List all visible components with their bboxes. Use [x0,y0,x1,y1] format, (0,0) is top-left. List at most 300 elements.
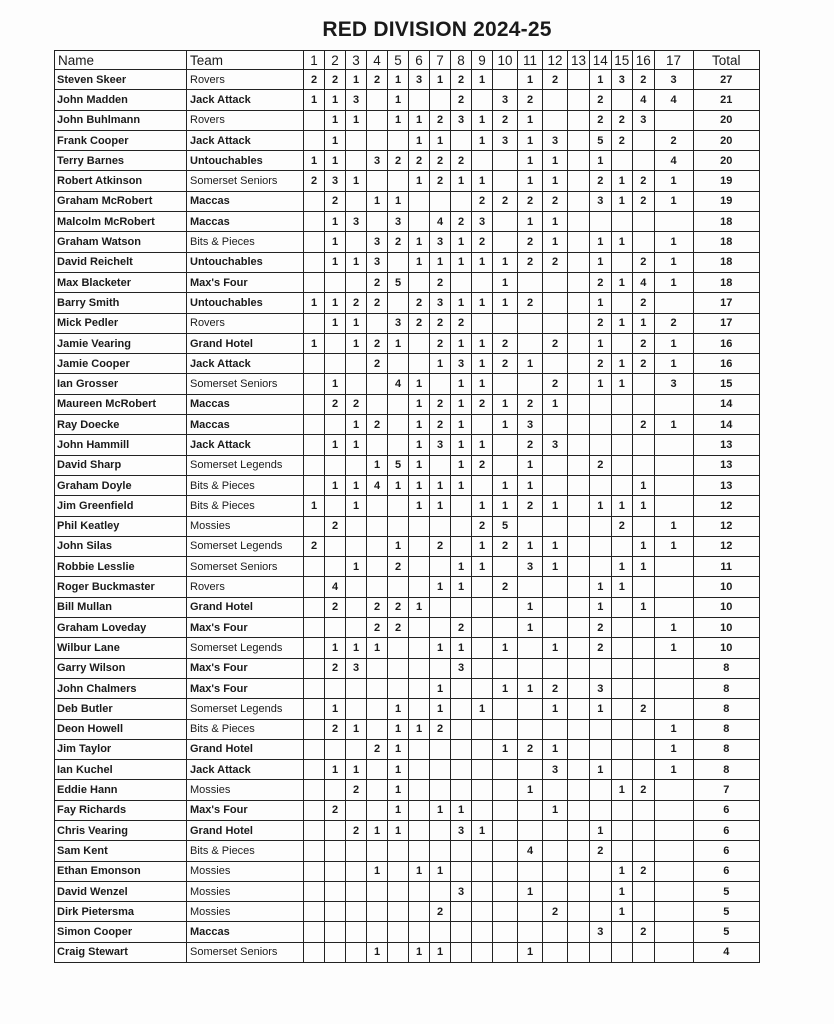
round-score [633,374,655,394]
round-score: 3 [346,658,367,678]
round-score [543,516,568,536]
round-score [611,699,633,719]
header-round-11: 11 [518,51,543,70]
round-score [304,739,325,759]
round-score: 1 [430,861,451,881]
round-score: 1 [409,232,430,252]
round-score: 2 [388,232,409,252]
round-score: 2 [633,293,655,313]
round-score [304,475,325,495]
round-score [611,475,633,495]
round-score: 1 [430,475,451,495]
round-score [451,678,472,698]
round-score [633,212,655,232]
round-score [367,800,388,820]
round-score: 1 [472,293,493,313]
team-name: Max's Four [187,678,304,698]
round-score [568,557,590,577]
table-row [55,374,760,394]
header-round-5: 5 [388,51,409,70]
round-score [568,394,590,414]
round-score: 2 [633,780,655,800]
round-score [472,881,493,901]
round-score: 1 [325,313,346,333]
round-score [493,922,518,942]
table-row [55,841,760,861]
round-score: 1 [451,394,472,414]
round-score [451,496,472,516]
round-score: 1 [590,699,612,719]
round-score: 2 [304,70,325,90]
team-name: Somerset Seniors [187,942,304,962]
round-score: 1 [388,475,409,495]
table-row [55,942,760,962]
table-row [55,252,760,272]
round-score: 1 [304,293,325,313]
team-name: Jack Attack [187,130,304,150]
round-score: 2 [611,130,633,150]
team-name: Maccas [187,922,304,942]
round-score [654,902,693,922]
round-score: 1 [633,557,655,577]
round-score [493,942,518,962]
round-score: 3 [451,354,472,374]
round-score [472,638,493,658]
round-score [409,191,430,211]
round-score: 1 [493,252,518,272]
round-score: 2 [346,293,367,313]
round-score: 1 [325,699,346,719]
player-name: Frank Cooper [55,130,187,150]
round-score [409,780,430,800]
round-score [633,394,655,414]
player-name: Terry Barnes [55,151,187,171]
round-score: 2 [590,354,612,374]
player-name: Fay Richards [55,800,187,820]
round-score: 1 [451,171,472,191]
round-score [543,313,568,333]
round-score: 2 [472,232,493,252]
total-score: 11 [693,557,760,577]
round-score [346,618,367,638]
team-name: Bits & Pieces [187,232,304,252]
round-score: 1 [472,333,493,353]
round-score [654,577,693,597]
round-score: 1 [430,70,451,90]
round-score: 1 [543,394,568,414]
round-score: 2 [367,272,388,292]
round-score [518,719,543,739]
round-score [472,597,493,617]
total-score: 8 [693,678,760,698]
round-score: 2 [472,455,493,475]
team-name: Grand Hotel [187,739,304,759]
team-name: Somerset Legends [187,536,304,556]
round-score [304,678,325,698]
round-score [304,922,325,942]
round-score: 1 [590,151,612,171]
round-score: 1 [654,638,693,658]
round-score [430,739,451,759]
round-score [409,800,430,820]
round-score: 1 [388,536,409,556]
round-score [493,881,518,901]
round-score [325,678,346,698]
round-score [367,658,388,678]
round-score: 2 [633,354,655,374]
round-score [493,374,518,394]
round-score: 1 [367,455,388,475]
team-name: Mossies [187,902,304,922]
round-score: 5 [493,516,518,536]
total-score: 18 [693,272,760,292]
round-score: 1 [493,272,518,292]
round-score: 2 [325,719,346,739]
round-score [568,942,590,962]
round-score [325,922,346,942]
round-score: 1 [611,354,633,374]
round-score [543,577,568,597]
round-score: 1 [654,516,693,536]
round-score [568,638,590,658]
round-score: 1 [654,719,693,739]
header-round-9: 9 [472,51,493,70]
round-score [304,881,325,901]
round-score [611,820,633,840]
round-score: 1 [325,293,346,313]
round-score [611,922,633,942]
player-name: Ian Grosser [55,374,187,394]
round-score: 1 [518,171,543,191]
round-score: 1 [518,881,543,901]
round-score [493,455,518,475]
round-score: 1 [590,760,612,780]
round-score [451,536,472,556]
round-score [568,232,590,252]
round-score [388,922,409,942]
player-name: Graham Loveday [55,618,187,638]
round-score [633,820,655,840]
round-score [568,719,590,739]
round-score: 3 [367,232,388,252]
round-score [493,820,518,840]
total-score: 6 [693,841,760,861]
round-score: 1 [367,820,388,840]
header-round-4: 4 [367,51,388,70]
round-score [409,90,430,110]
round-score: 1 [543,151,568,171]
round-score [543,841,568,861]
round-score: 1 [388,760,409,780]
round-score: 1 [654,739,693,759]
round-score [590,557,612,577]
table-row [55,191,760,211]
round-score [543,658,568,678]
round-score: 1 [367,638,388,658]
round-score [543,780,568,800]
round-score: 2 [325,191,346,211]
round-score [304,354,325,374]
table-row [55,333,760,353]
round-score [654,780,693,800]
round-score [367,435,388,455]
round-score [518,922,543,942]
round-score: 3 [451,658,472,678]
round-score [518,658,543,678]
round-score [451,861,472,881]
round-score [654,699,693,719]
round-score [590,861,612,881]
round-score [451,780,472,800]
round-score: 2 [346,820,367,840]
total-score: 6 [693,820,760,840]
round-score: 1 [430,354,451,374]
round-score [472,151,493,171]
round-score [304,699,325,719]
round-score: 4 [654,90,693,110]
round-score [409,739,430,759]
round-score [472,942,493,962]
header-round-12: 12 [543,51,568,70]
total-score: 13 [693,455,760,475]
round-score [493,902,518,922]
round-score: 2 [304,171,325,191]
round-score: 2 [633,333,655,353]
round-score [472,577,493,597]
team-name: Jack Attack [187,760,304,780]
table-row [55,658,760,678]
player-name: Max Blacketer [55,272,187,292]
round-score [388,171,409,191]
round-score [304,313,325,333]
round-score [493,151,518,171]
round-score [518,577,543,597]
round-score: 1 [325,638,346,658]
round-score [325,902,346,922]
round-score [430,618,451,638]
round-score: 1 [409,374,430,394]
round-score [568,151,590,171]
round-score [325,272,346,292]
round-score: 2 [493,577,518,597]
round-score: 1 [472,435,493,455]
round-score [590,516,612,536]
player-name: John Silas [55,536,187,556]
round-score [388,293,409,313]
round-score: 4 [367,475,388,495]
total-score: 19 [693,191,760,211]
player-name: John Chalmers [55,678,187,698]
round-score: 3 [325,171,346,191]
round-score: 2 [518,394,543,414]
round-score: 2 [430,171,451,191]
round-score [568,881,590,901]
table-row [55,293,760,313]
round-score: 3 [367,252,388,272]
round-score: 3 [633,110,655,130]
player-name: David Reichelt [55,252,187,272]
round-score [654,394,693,414]
standings-table [54,50,760,963]
round-score [472,475,493,495]
team-name: Somerset Seniors [187,374,304,394]
round-score [568,272,590,292]
round-score [472,861,493,881]
round-score: 1 [472,354,493,374]
round-score [611,435,633,455]
round-score: 1 [430,678,451,698]
round-score [590,475,612,495]
round-score [388,678,409,698]
team-name: Bits & Pieces [187,475,304,495]
round-score [543,415,568,435]
round-score: 1 [590,70,612,90]
round-score: 1 [325,212,346,232]
round-score [304,597,325,617]
round-score: 2 [518,90,543,110]
round-score: 2 [518,191,543,211]
total-score: 8 [693,719,760,739]
round-score: 2 [493,110,518,130]
total-score: 8 [693,699,760,719]
round-score: 1 [654,618,693,638]
round-score [430,760,451,780]
round-score: 2 [304,536,325,556]
round-score: 1 [590,820,612,840]
total-score: 16 [693,333,760,353]
round-score [543,455,568,475]
round-score: 2 [654,313,693,333]
round-score: 1 [611,232,633,252]
round-score: 2 [346,780,367,800]
total-score: 5 [693,922,760,942]
round-score [568,333,590,353]
round-score [654,922,693,942]
round-score: 2 [543,374,568,394]
round-score [633,902,655,922]
round-score: 1 [518,130,543,150]
table-row [55,719,760,739]
header-team: Team [187,51,304,70]
round-score [304,760,325,780]
round-score [611,658,633,678]
round-score [409,354,430,374]
header-name: Name [55,51,187,70]
round-score [304,841,325,861]
round-score [633,658,655,678]
round-score [388,435,409,455]
round-score [654,475,693,495]
round-score [430,455,451,475]
round-score: 2 [367,333,388,353]
round-score [388,942,409,962]
round-score [654,820,693,840]
round-score [568,536,590,556]
round-score [568,861,590,881]
round-score [367,881,388,901]
round-score [409,536,430,556]
round-score [633,618,655,638]
team-name: Bits & Pieces [187,841,304,861]
round-score [346,516,367,536]
round-score: 1 [472,496,493,516]
round-score: 1 [654,760,693,780]
round-score [611,841,633,861]
round-score [543,272,568,292]
round-score [325,881,346,901]
round-score [611,536,633,556]
round-score: 1 [518,618,543,638]
round-score [654,110,693,130]
round-score: 2 [388,151,409,171]
round-score: 1 [451,800,472,820]
round-score: 2 [518,739,543,759]
round-score: 1 [409,719,430,739]
total-score: 6 [693,861,760,881]
round-score [304,902,325,922]
round-score [568,780,590,800]
round-score [325,354,346,374]
total-score: 10 [693,597,760,617]
round-score [388,902,409,922]
round-score: 1 [518,536,543,556]
round-score: 1 [346,70,367,90]
round-score [430,557,451,577]
round-score: 1 [590,293,612,313]
round-score: 1 [633,496,655,516]
round-score: 1 [451,293,472,313]
round-score [543,881,568,901]
team-name: Jack Attack [187,90,304,110]
round-score: 3 [493,130,518,150]
round-score: 1 [451,252,472,272]
round-score: 1 [346,333,367,353]
round-score: 1 [388,820,409,840]
player-name: Deb Butler [55,699,187,719]
total-score: 15 [693,374,760,394]
round-score: 1 [325,374,346,394]
total-score: 14 [693,415,760,435]
table-row [55,861,760,881]
round-score: 3 [430,232,451,252]
round-score [472,618,493,638]
round-score [518,902,543,922]
round-score: 1 [346,110,367,130]
player-name: David Wenzel [55,881,187,901]
round-score [611,618,633,638]
round-score [325,861,346,881]
round-score [568,354,590,374]
round-score: 1 [346,719,367,739]
round-score: 1 [430,942,451,962]
round-score: 2 [430,333,451,353]
round-score [493,800,518,820]
round-score [409,333,430,353]
table-row [55,618,760,638]
round-score: 1 [543,800,568,820]
round-score [568,739,590,759]
round-score [304,130,325,150]
round-score: 1 [451,435,472,455]
team-name: Rovers [187,110,304,130]
round-score [518,374,543,394]
round-score: 1 [590,597,612,617]
round-score: 2 [543,191,568,211]
table-row [55,110,760,130]
round-score [346,800,367,820]
round-score: 1 [409,415,430,435]
round-score: 1 [346,475,367,495]
